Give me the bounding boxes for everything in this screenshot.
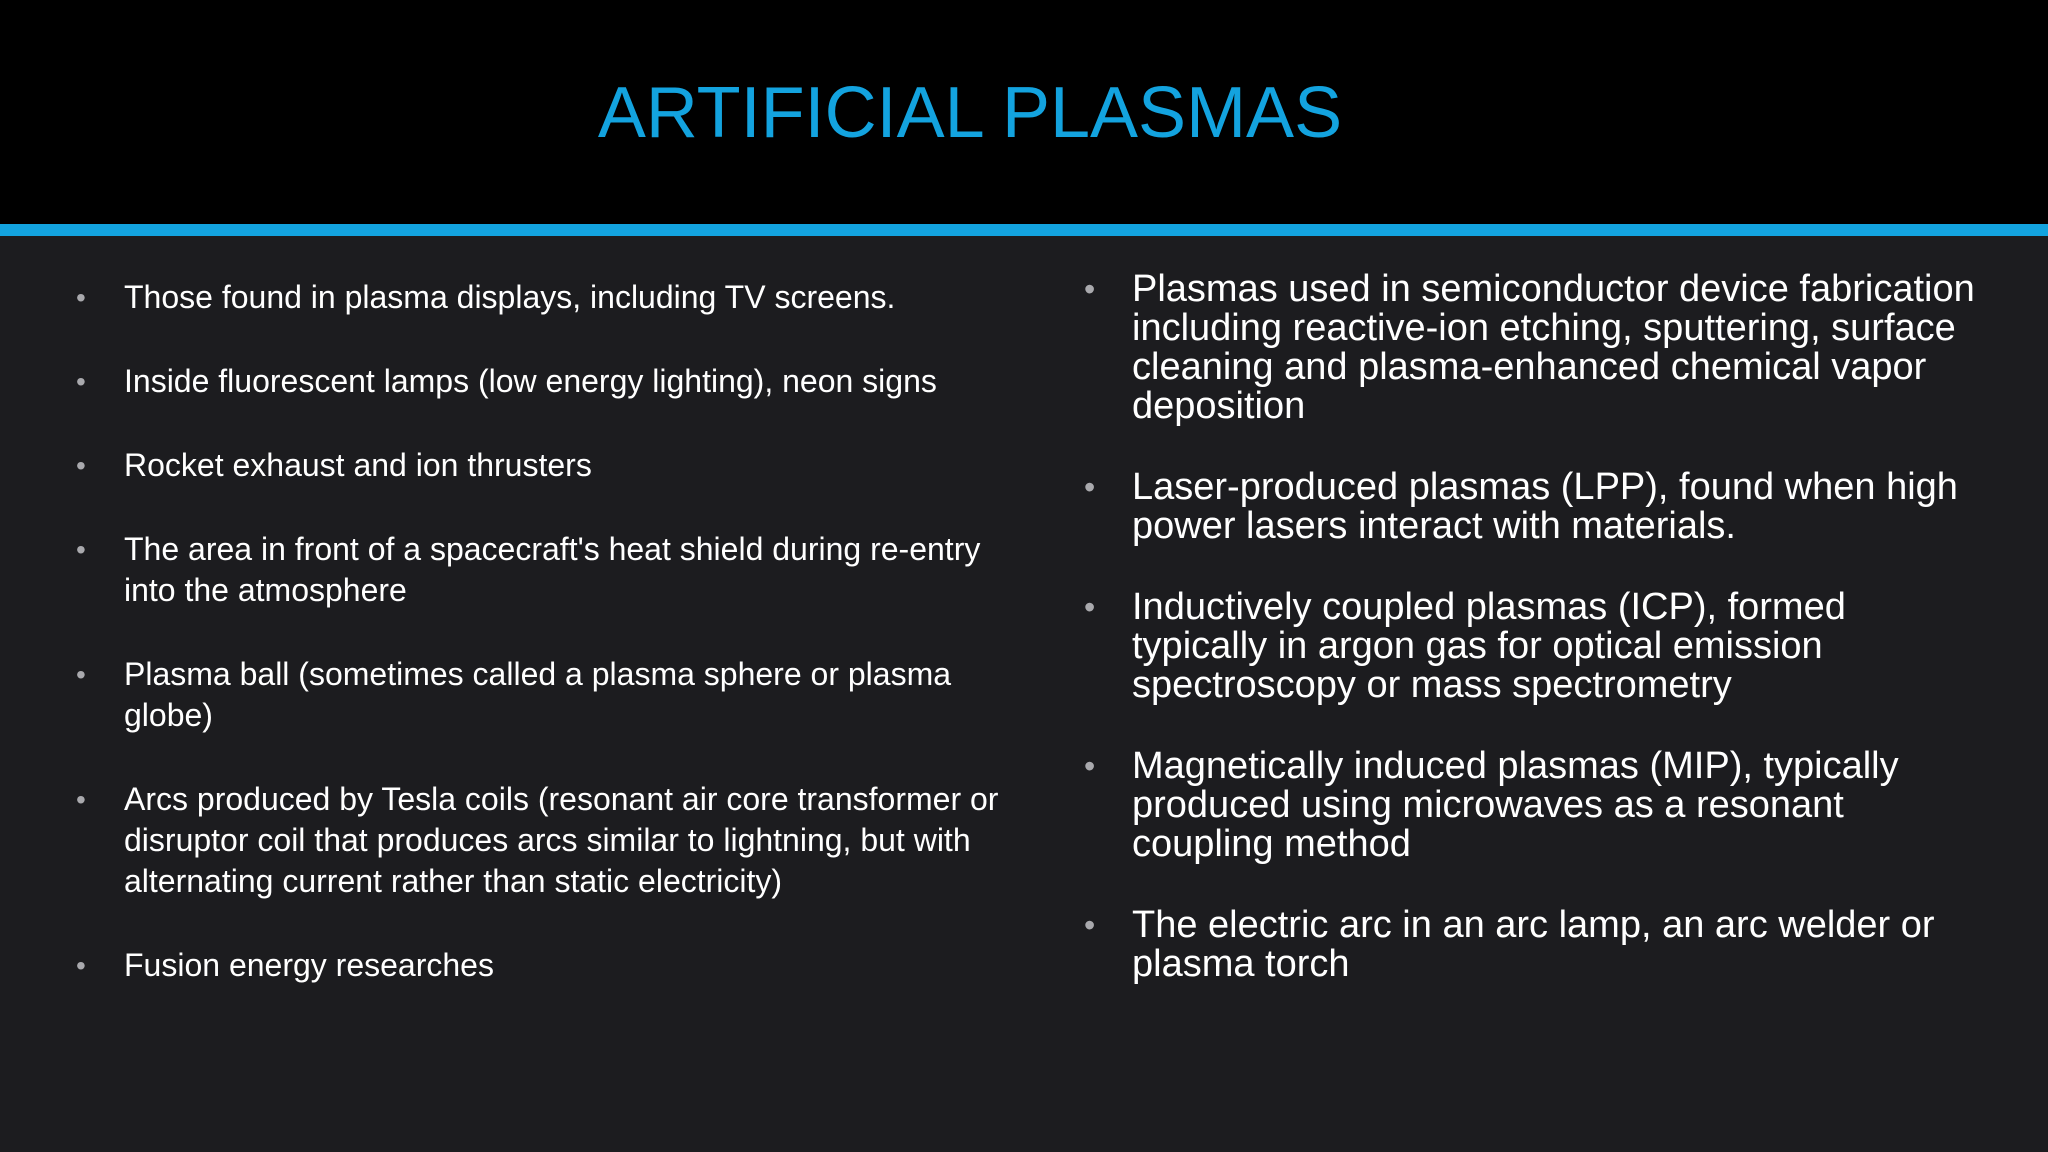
bullet-icon: • [76, 659, 86, 690]
list-item-text: Magnetically induced plasmas (MIP), typically produced using microwaves as a resonant coupling method [1132, 745, 1899, 865]
accent-divider [0, 224, 2048, 236]
list-item [1084, 906, 1984, 984]
bullet-icon: • [1084, 907, 1096, 943]
list-item-text: The electric arc in an arc lamp, an arc welder or plasma torch [1132, 904, 1935, 985]
bullet-icon: • [76, 784, 86, 815]
list-item [76, 945, 1016, 986]
bullet-icon: • [76, 534, 86, 565]
list-item-text: Plasmas used in semiconductor device fabrication including reactive-ion etching, sputtering, surface cleaning and plasma-enhanced chemical vapor deposition [1132, 268, 1975, 427]
list-item [76, 529, 1016, 611]
list-item-text: Fusion energy researches [124, 947, 494, 983]
bullet-icon: • [76, 450, 86, 481]
bullet-icon: • [76, 366, 86, 397]
list-item [76, 361, 1016, 402]
list-item-text: Arcs produced by Tesla coils (resonant air core transformer or disruptor coil that produces arcs similar to lightning, but with alternating current rather than static electricity) [124, 781, 999, 899]
list-item-text: Laser-produced plasmas (LPP), found when high power lasers interact with materials. [1132, 466, 1958, 547]
list-item [1084, 468, 1984, 546]
list-item [1084, 270, 1984, 426]
list-item-text: Plasma ball (sometimes called a plasma sphere or plasma globe) [124, 656, 952, 733]
list-item-text: The area in front of a spacecraft's heat shield during re-entry into the atmosphere [124, 531, 981, 608]
list-item [1084, 588, 1984, 705]
bullet-icon: • [1084, 589, 1096, 625]
list-item-text: Those found in plasma displays, including TV screens. [124, 279, 896, 315]
list-item [76, 277, 1016, 318]
list-item [76, 654, 1016, 736]
bullet-icon: • [76, 282, 86, 313]
left-bullet-list [76, 277, 1016, 1029]
list-item-text: Inductively coupled plasmas (ICP), formed typically in argon gas for optical emission spectroscopy or mass spectrometry [1132, 586, 1846, 706]
list-item-text: Inside fluorescent lamps (low energy lighting), neon signs [124, 363, 937, 399]
list-item [76, 445, 1016, 486]
bullet-icon: • [76, 950, 86, 981]
list-item [76, 779, 1016, 902]
slide-header [0, 0, 2048, 224]
list-item [1084, 747, 1984, 864]
list-item-text: Rocket exhaust and ion thrusters [124, 447, 592, 483]
bullet-icon: • [1084, 469, 1096, 505]
slide-title: ARTIFICIAL PLASMAS [597, 73, 1343, 153]
bullet-icon: • [1084, 271, 1096, 307]
bullet-icon: • [1084, 748, 1096, 784]
right-bullet-list [1084, 270, 1984, 1026]
